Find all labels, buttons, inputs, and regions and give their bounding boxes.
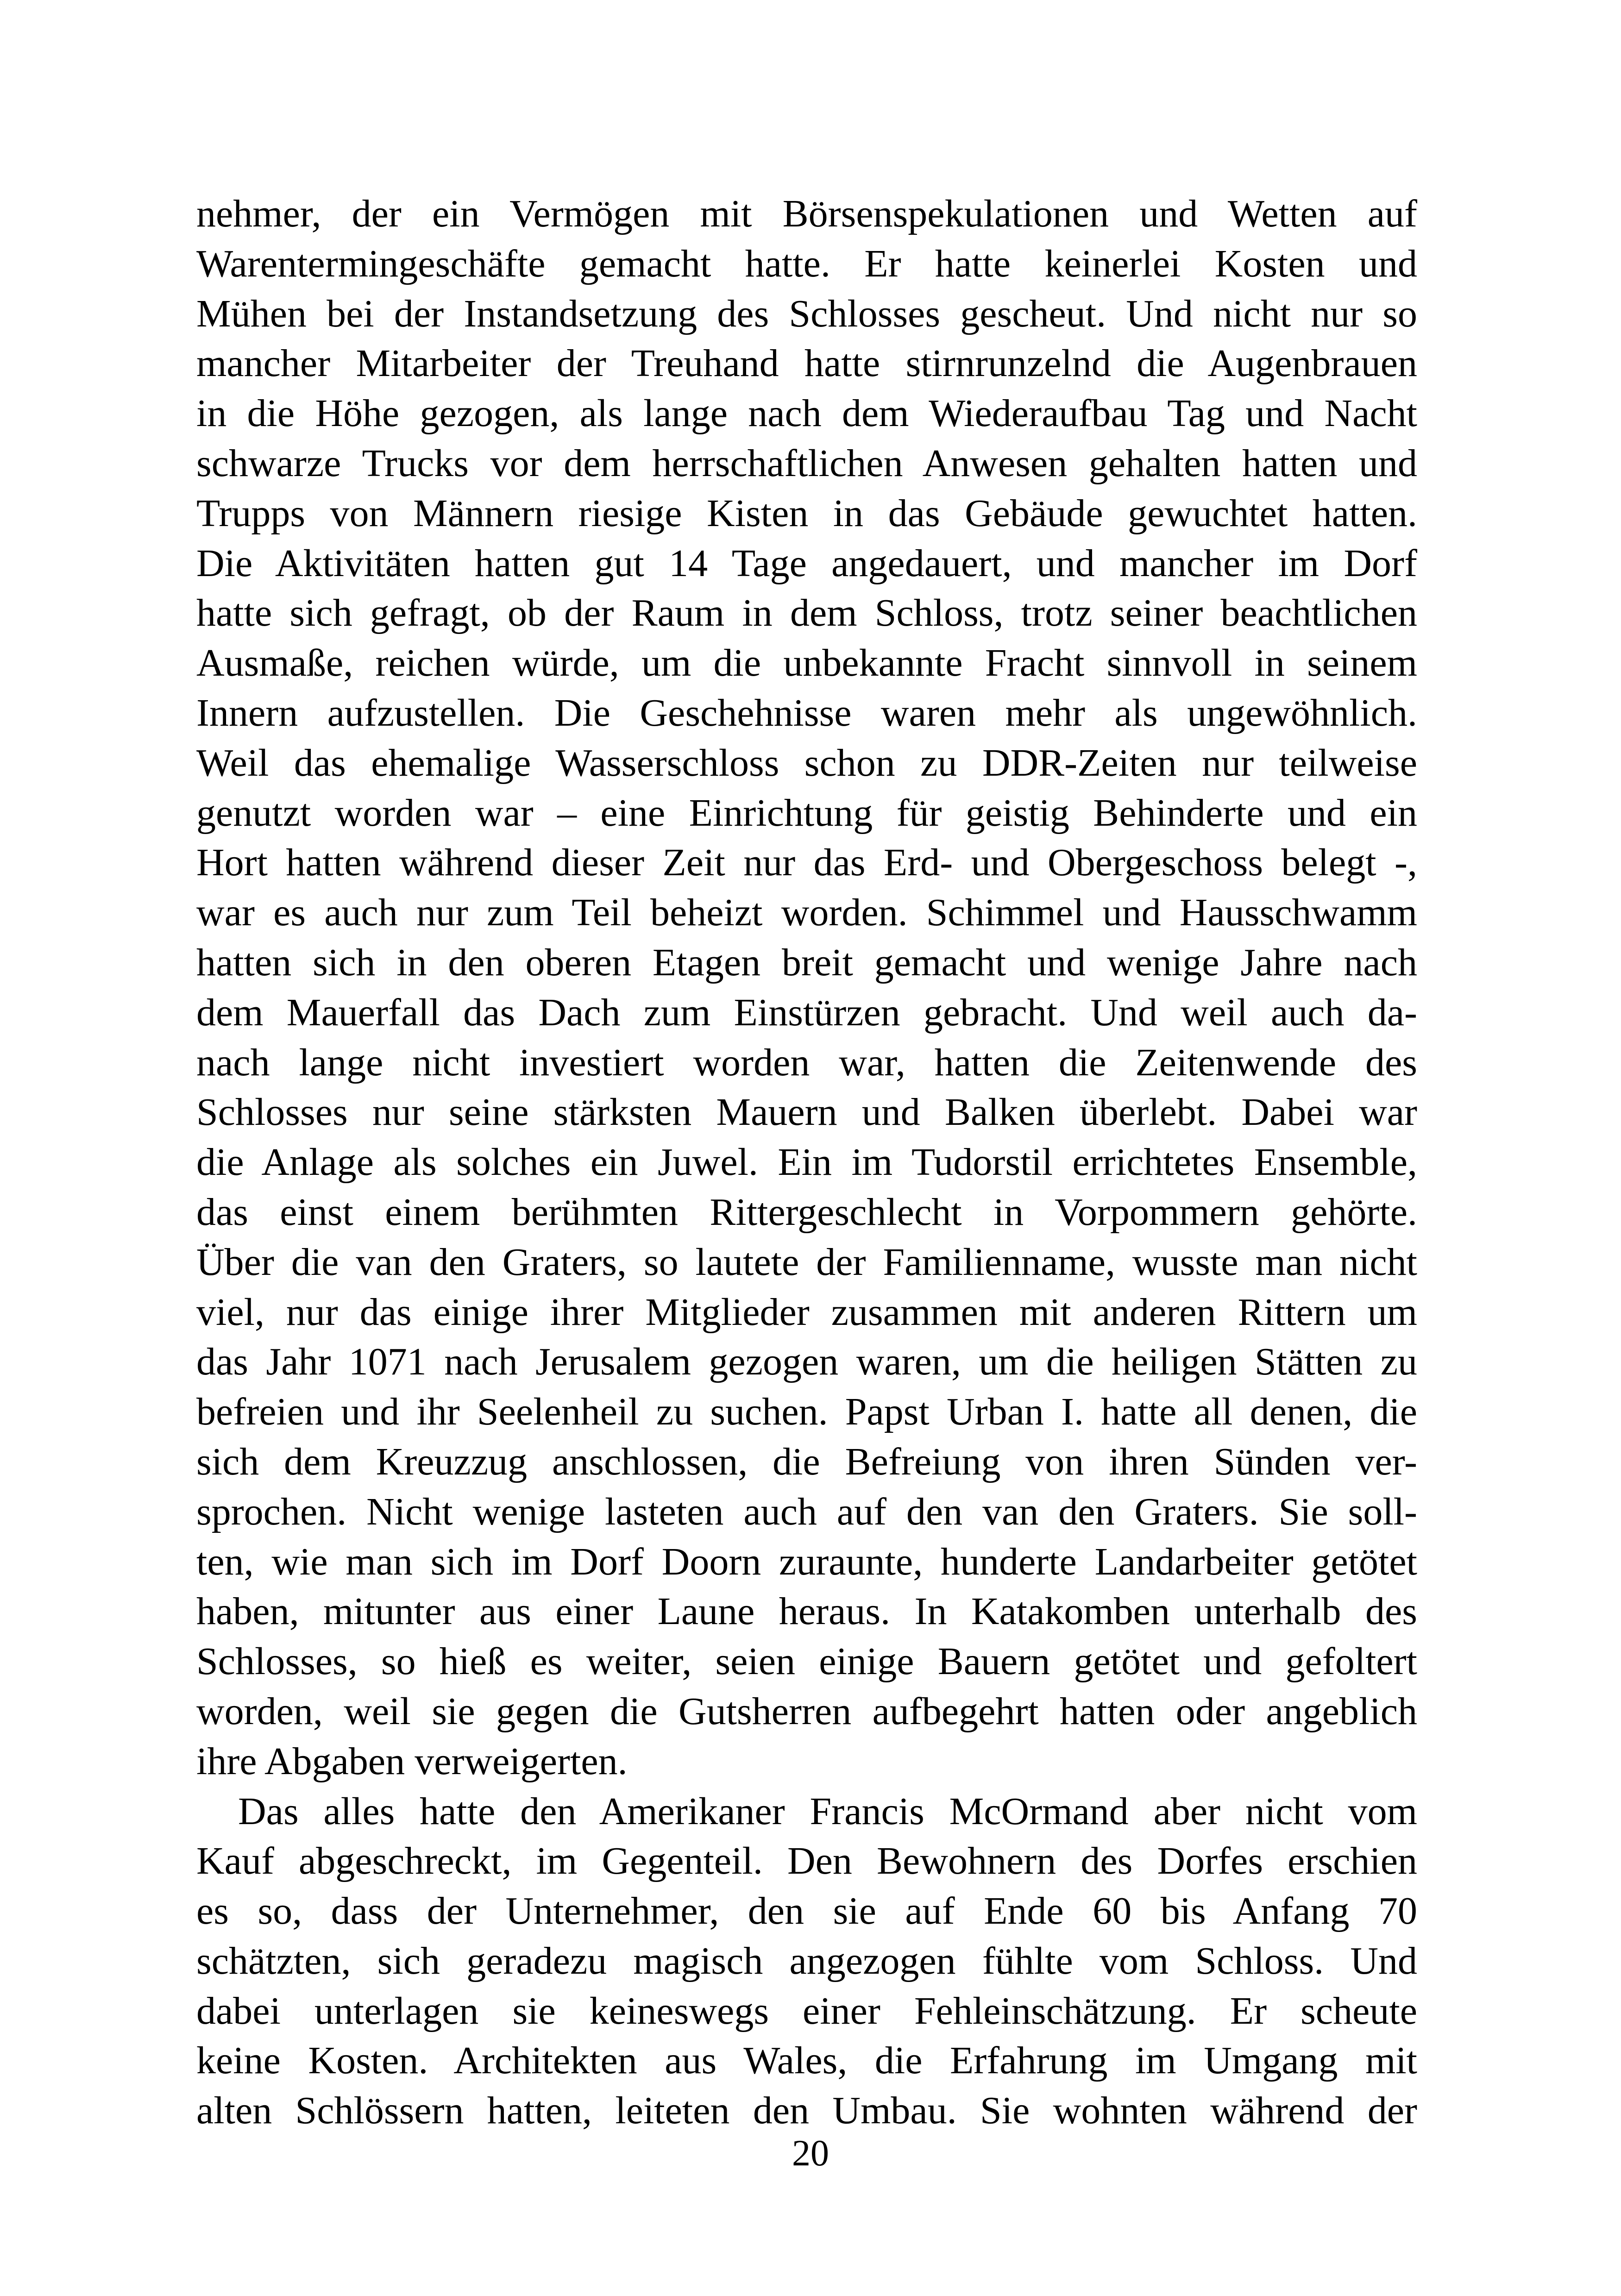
page-number: 20 <box>792 2133 829 2174</box>
text-line: sprochen. Nicht wenige lasteten auch auf den van den Graters. Sie soll- <box>196 1490 1417 1533</box>
text-line: Schlosses, so hieß es weiter, seien einige Bauern getötet und gefoltert <box>196 1640 1417 1683</box>
text-line: schätzten, sich geradezu magisch angezogen fühlte vom Schloss. Und <box>196 1939 1417 1982</box>
text-line: Hort hatten während dieser Zeit nur das Erd- und Obergeschoss belegt -, <box>196 841 1417 885</box>
text-line: mancher Mitarbeiter der Treuhand hatte stirnrunzelnd die Augenbrauen <box>196 342 1417 385</box>
text-line: genutzt worden war – eine Einrichtung für geistig Behinderte und ein <box>196 791 1417 834</box>
text-line: viel, nur das einige ihrer Mitglieder zusammen mit anderen Rittern um <box>196 1290 1417 1334</box>
text-line: Ausmaße, reichen würde, um die unbekannte Fracht sinnvoll in seinem <box>196 641 1417 685</box>
text-line: ten, wie man sich im Dorf Doorn zuraunte, hunderte Landarbeiter getötet <box>196 1540 1417 1583</box>
text-line: Warentermingeschäfte gemacht hatte. Er hatte keinerlei Kosten und <box>196 242 1417 285</box>
text-line: Trupps von Männern riesige Kisten in das Gebäude gewuchtet hatten. <box>196 491 1417 535</box>
text-line: war es auch nur zum Teil beheizt worden. Schimmel und Hausschwamm <box>196 891 1417 935</box>
text-line: Schlosses nur seine stärksten Mauern und Balken überlebt. Dabei war <box>196 1091 1417 1134</box>
text-line: nehmer, der ein Vermögen mit Börsenspekulationen und Wetten auf <box>196 192 1417 235</box>
text-line: dabei unterlagen sie keineswegs einer Fehleinschätzung. Er scheute <box>196 1989 1417 2033</box>
text-line: Mühen bei der Instandsetzung des Schlosses gescheut. Und nicht nur so <box>196 292 1417 335</box>
text-line: alten Schlössern hatten, leiteten den Umbau. Sie wohnten während der <box>196 2089 1417 2133</box>
text-line: hatte sich gefragt, ob der Raum in dem Schloss, trotz seiner beachtlichen <box>196 591 1417 635</box>
text-line: in die Höhe gezogen, als lange nach dem Wiederaufbau Tag und Nacht <box>196 392 1417 435</box>
text-line: haben, mitunter aus einer Laune heraus. In Katakomben unterhalb des <box>196 1590 1417 1633</box>
text-line: Weil das ehemalige Wasserschloss schon zu DDR-Zeiten nur teilweise <box>196 741 1417 784</box>
text-line: worden, weil sie gegen die Gutsherren aufbegehrt hatten oder angeblich <box>196 1689 1417 1733</box>
text-line: Über die van den Graters, so lautete der Familienname, wusste man nicht <box>196 1240 1417 1284</box>
text-line: schwarze Trucks vor dem herrschaftlichen Anwesen gehalten hatten und <box>196 441 1417 485</box>
text-line: sich dem Kreuzzug anschlossen, die Befreiung von ihren Sünden ver- <box>196 1440 1417 1483</box>
text-line: Kauf abgeschreckt, im Gegenteil. Den Bewohnern des Dorfes erschien <box>196 1839 1417 1883</box>
text-line: das einst einem berühmten Rittergeschlecht in Vorpommern gehörte. <box>196 1190 1417 1234</box>
text-line: befreien und ihr Seelenheil zu suchen. Papst Urban I. hatte all denen, die <box>196 1390 1417 1434</box>
text-line: keine Kosten. Architekten aus Wales, die Erfahrung im Umgang mit <box>196 2039 1417 2083</box>
text-line: die Anlage als solches ein Juwel. Ein im Tudorstil errichtetes Ensemble, <box>196 1141 1417 1184</box>
paragraph-last-line: ihre Abgaben verweigerten. <box>196 1739 628 1783</box>
body-text <box>196 189 1417 2136</box>
text-line: das Jahr 1071 nach Jerusalem gezogen waren, um die heiligen Stätten zu <box>196 1340 1417 1384</box>
paragraph-first-line: Das alles hatte den Amerikaner Francis McOrmand aber nicht vom <box>238 1789 1417 1833</box>
text-line: hatten sich in den oberen Etagen breit gemacht und wenige Jahre nach <box>196 941 1417 984</box>
text-line: Innern aufzustellen. Die Geschehnisse waren mehr als ungewöhnlich. <box>196 691 1417 734</box>
text-line: nach lange nicht investiert worden war, hatten die Zeitenwende des <box>196 1041 1417 1084</box>
text-line: es so, dass der Unternehmer, den sie auf Ende 60 bis Anfang 70 <box>196 1889 1417 1933</box>
text-line: dem Mauerfall das Dach zum Einstürzen gebracht. Und weil auch da- <box>196 991 1417 1034</box>
text-line: Die Aktivitäten hatten gut 14 Tage angedauert, und mancher im Dorf <box>196 541 1417 585</box>
